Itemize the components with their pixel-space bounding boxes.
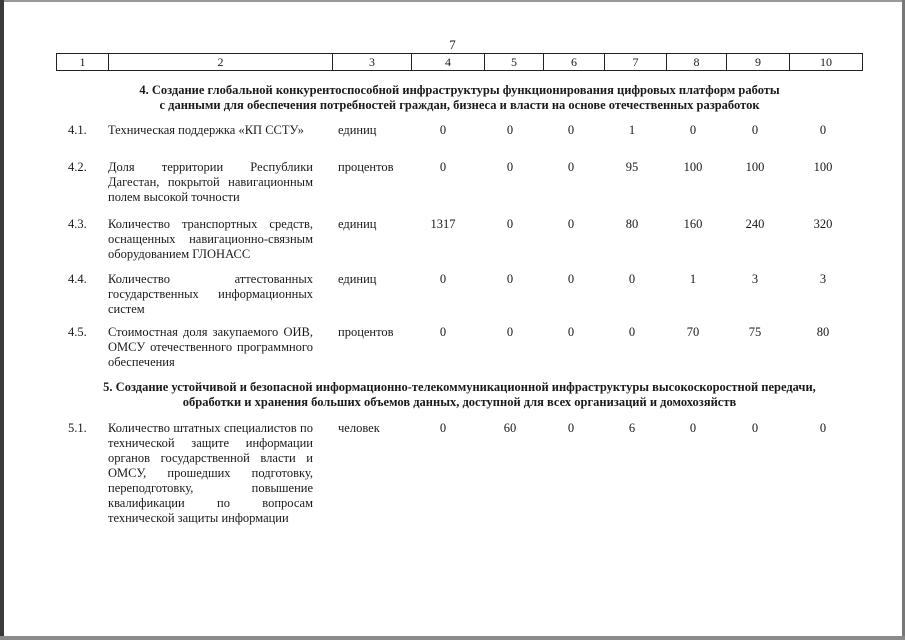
value: 320 [813,217,833,231]
value: 3 [751,272,759,286]
indicator-name: Техническая поддержка «КП ССТУ» [108,123,304,137]
column-number: 2 [108,54,332,70]
value: 0 [506,272,514,286]
value: 60 [503,421,517,435]
unit: единиц [338,217,377,231]
value: 0 [567,217,575,231]
value: 0 [819,123,827,137]
value: 0 [567,123,575,137]
row-number: 4.5. [68,325,87,339]
column-number: 1 [56,54,108,70]
value: 0 [567,160,575,174]
row-number: 4.1. [68,123,87,137]
value: 0 [439,325,447,339]
scan-edge-left [0,0,4,640]
value: 0 [751,421,759,435]
value: 0 [751,123,759,137]
indicator-name: Доля территории Республики Дагестан, покрытой навигационным полем высокой точности [108,160,313,204]
value: 80 [816,325,830,339]
row-number: 4.4. [68,272,87,286]
value: 0 [628,325,636,339]
section-5-title [56,380,863,410]
indicator-name: Количество штатных специалистов по технической защите информации органов государственной власти и ОМСУ, прошедших подготовку, переподготовку, повышение квалификации по вопросам технической защиты информации [108,421,313,525]
value: 0 [567,325,575,339]
value: 0 [506,123,514,137]
value: 0 [628,272,636,286]
row-number: 4.3. [68,217,87,231]
value: 240 [745,217,765,231]
column-number: 5 [484,54,543,70]
value: 0 [689,123,697,137]
section-title-line: с данными для обеспечения потребностей граждан, бизнеса и власти на основе отечественных разработок [159,98,760,112]
unit: процентов [338,160,394,174]
column-number-header [56,53,863,71]
indicator-name: Количество аттестованных государственных информационных систем [108,272,313,316]
value: 100 [683,160,703,174]
value: 0 [567,272,575,286]
value: 0 [506,160,514,174]
value: 75 [748,325,762,339]
value: 0 [439,421,447,435]
value: 0 [439,272,447,286]
value: 0 [506,217,514,231]
row-number: 4.2. [68,160,87,174]
value: 70 [686,325,700,339]
page-number: 7 [449,37,456,52]
scan-edge-bottom [0,636,905,640]
value: 1 [689,272,697,286]
row-number: 5.1. [68,421,87,435]
unit: единиц [338,272,377,286]
value: 0 [439,123,447,137]
value: 0 [506,325,514,339]
value: 3 [819,272,827,286]
value: 0 [567,421,575,435]
column-number: 9 [726,54,789,70]
column-number: 3 [332,54,411,70]
indicator-name: Количество транспортных средств, оснащенных навигационно-связным оборудованием ГЛОНАСС [108,217,313,261]
value: 0 [819,421,827,435]
value: 6 [628,421,636,435]
value: 0 [689,421,697,435]
section-4-title [56,83,863,113]
value: 100 [745,160,765,174]
unit: человек [338,421,380,435]
unit: процентов [338,325,394,339]
column-number: 6 [543,54,604,70]
value: 160 [683,217,703,231]
value: 95 [625,160,639,174]
section-title-line: 4. Создание глобальной конкурентоспособной инфраструктуры функционирования цифровых платформ работы [139,83,780,97]
column-number: 4 [411,54,484,70]
section-title-line: обработки и хранения больших объемов данных, доступной для всех организаций и домохозяйств [182,395,737,409]
column-number: 10 [789,54,863,70]
value: 80 [625,217,639,231]
value: 1 [628,123,636,137]
indicator-name: Стоимостная доля закупаемого ОИВ, ОМСУ отечественного программного обеспечения [108,325,313,369]
value: 100 [813,160,833,174]
unit: единиц [338,123,377,137]
scan-edge-top [0,0,905,2]
column-number: 7 [604,54,666,70]
value: 1317 [430,217,456,231]
value: 0 [439,160,447,174]
column-number: 8 [666,54,726,70]
section-title-line: 5. Создание устойчивой и безопасной информационно-телекоммуникационной инфраструктуры высокоскоростной передачи, [103,380,816,394]
